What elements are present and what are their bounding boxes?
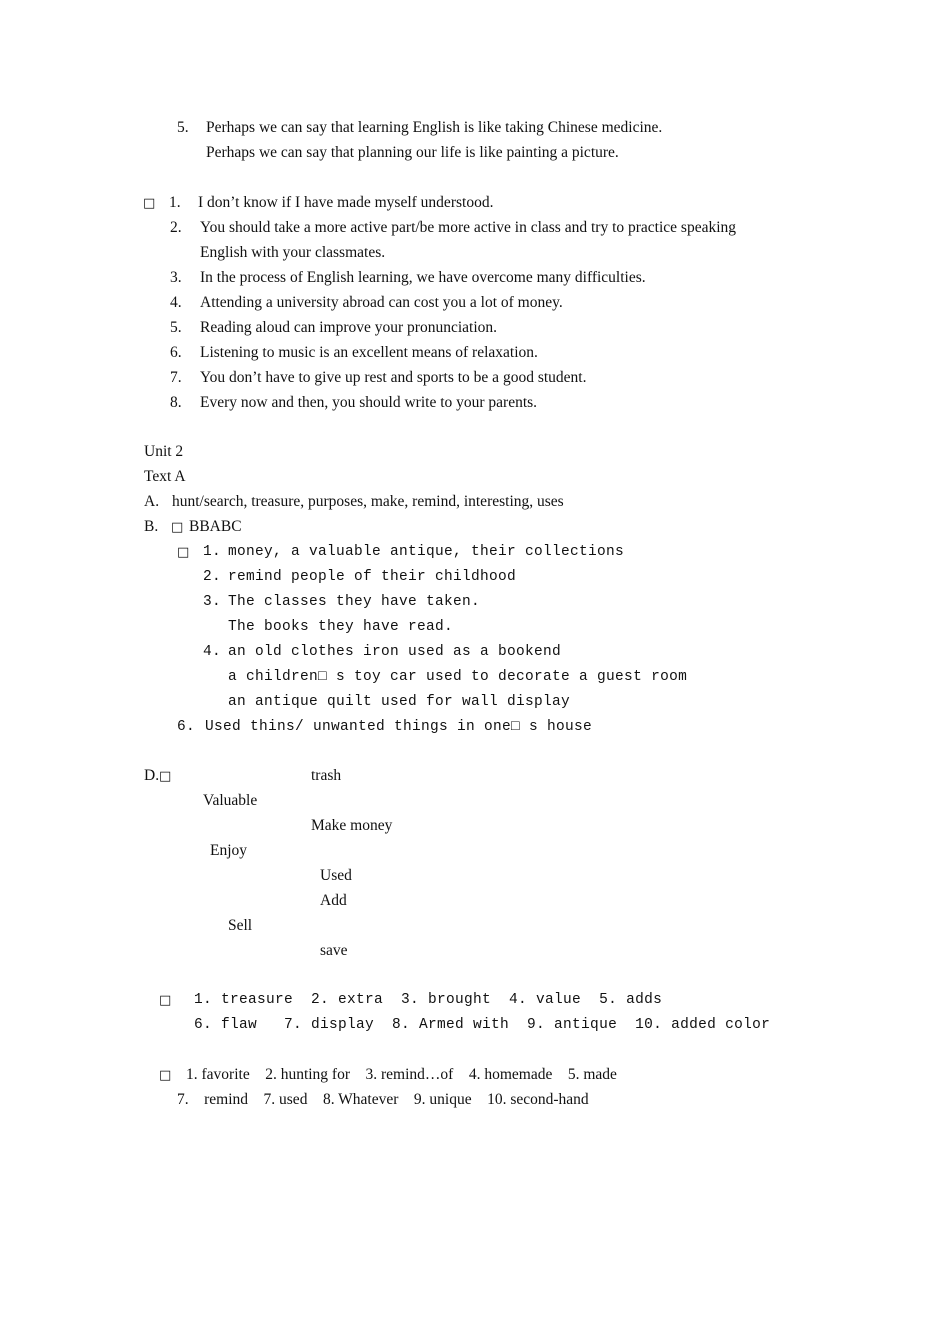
answer-line: The books they have read. bbox=[228, 619, 454, 635]
word-item: Add bbox=[320, 892, 347, 909]
item-number: 6. bbox=[177, 719, 196, 735]
answer-line: Reading aloud can improve your pronunciation. bbox=[200, 319, 498, 336]
answer-line: a children□ s toy car used to decorate a guest room bbox=[228, 669, 688, 685]
answer-line: You should take a more active part/be more active in class and try to practice speaking bbox=[200, 219, 737, 236]
answer-line: Used thins/ unwanted things in one□ s house bbox=[205, 719, 593, 735]
answer-line: 1. favorite 2. hunting for 3. remind…of 4. homemade 5. made bbox=[186, 1066, 617, 1083]
section-marker-icon: □ bbox=[177, 545, 190, 560]
answer-line: Attending a university abroad can cost you a lot of money. bbox=[200, 294, 563, 311]
answer-line: Perhaps we can say that planning our life is like painting a picture. bbox=[206, 144, 619, 161]
item-number: 1. bbox=[203, 544, 222, 560]
answer-line: an old clothes iron used as a bookend bbox=[228, 644, 562, 660]
section-marker-icon: □ bbox=[171, 520, 184, 535]
item-number: 3. bbox=[170, 269, 182, 286]
answer-line: English with your classmates. bbox=[200, 244, 386, 261]
section-label: B. bbox=[144, 518, 159, 535]
item-number: 6. bbox=[170, 344, 182, 361]
section-label: A. bbox=[144, 493, 160, 510]
item-number: 5. bbox=[170, 319, 182, 336]
item-number: 1. bbox=[169, 194, 181, 211]
item-number: 8. bbox=[170, 394, 182, 411]
word-item: save bbox=[320, 942, 348, 959]
word-item: trash bbox=[311, 767, 342, 784]
item-number: 2. bbox=[170, 219, 182, 236]
answer-line: Perhaps we can say that learning English is like taking Chinese medicine. bbox=[206, 119, 663, 136]
word-item: Enjoy bbox=[210, 842, 248, 859]
answer-line: BBABC bbox=[189, 518, 242, 535]
answer-line: The classes they have taken. bbox=[228, 594, 481, 610]
answer-line: You don’t have to give up rest and sports to be a good student. bbox=[200, 369, 587, 386]
unit-title: Unit 2 bbox=[144, 443, 184, 460]
item-number: 4. bbox=[203, 644, 222, 660]
item-number: 4. bbox=[170, 294, 182, 311]
section-marker-icon: □ bbox=[143, 196, 156, 211]
section-label: D. bbox=[144, 767, 160, 784]
answer-line: Listening to music is an excellent means of relaxation. bbox=[200, 344, 538, 361]
word-item: Make money bbox=[311, 817, 393, 834]
answer-line: I don’t know if I have made myself understood. bbox=[198, 194, 494, 211]
answer-line: 6. flaw 7. display 8. Armed with 9. antique 10. added color bbox=[194, 1017, 771, 1033]
answer-line: money, a valuable antique, their collections bbox=[228, 544, 625, 560]
section-marker-icon: □ bbox=[159, 993, 172, 1008]
section-marker-icon: □ bbox=[159, 1068, 172, 1083]
item-number: 3. bbox=[203, 594, 222, 610]
answer-line: an antique quilt used for wall display bbox=[228, 694, 571, 710]
answer-line: hunt/search, treasure, purposes, make, remind, interesting, uses bbox=[172, 493, 564, 510]
answer-line: remind people of their childhood bbox=[228, 569, 517, 585]
answer-line: 1. treasure 2. extra 3. brought 4. value 5. adds bbox=[194, 992, 663, 1008]
item-number: 2. bbox=[203, 569, 222, 585]
word-item: Sell bbox=[228, 917, 253, 934]
text-title: Text A bbox=[144, 468, 186, 485]
answer-line: Every now and then, you should write to your parents. bbox=[200, 394, 538, 411]
section-marker-icon: □ bbox=[159, 769, 172, 784]
word-item: Used bbox=[320, 867, 352, 884]
answer-line: 7. remind 7. used 8. Whatever 9. unique 10. second-hand bbox=[177, 1091, 589, 1108]
answer-line: In the process of English learning, we have overcome many difficulties. bbox=[200, 269, 646, 286]
word-item: Valuable bbox=[203, 792, 258, 809]
item-number: 7. bbox=[170, 369, 182, 386]
item-number: 5. bbox=[177, 119, 189, 136]
